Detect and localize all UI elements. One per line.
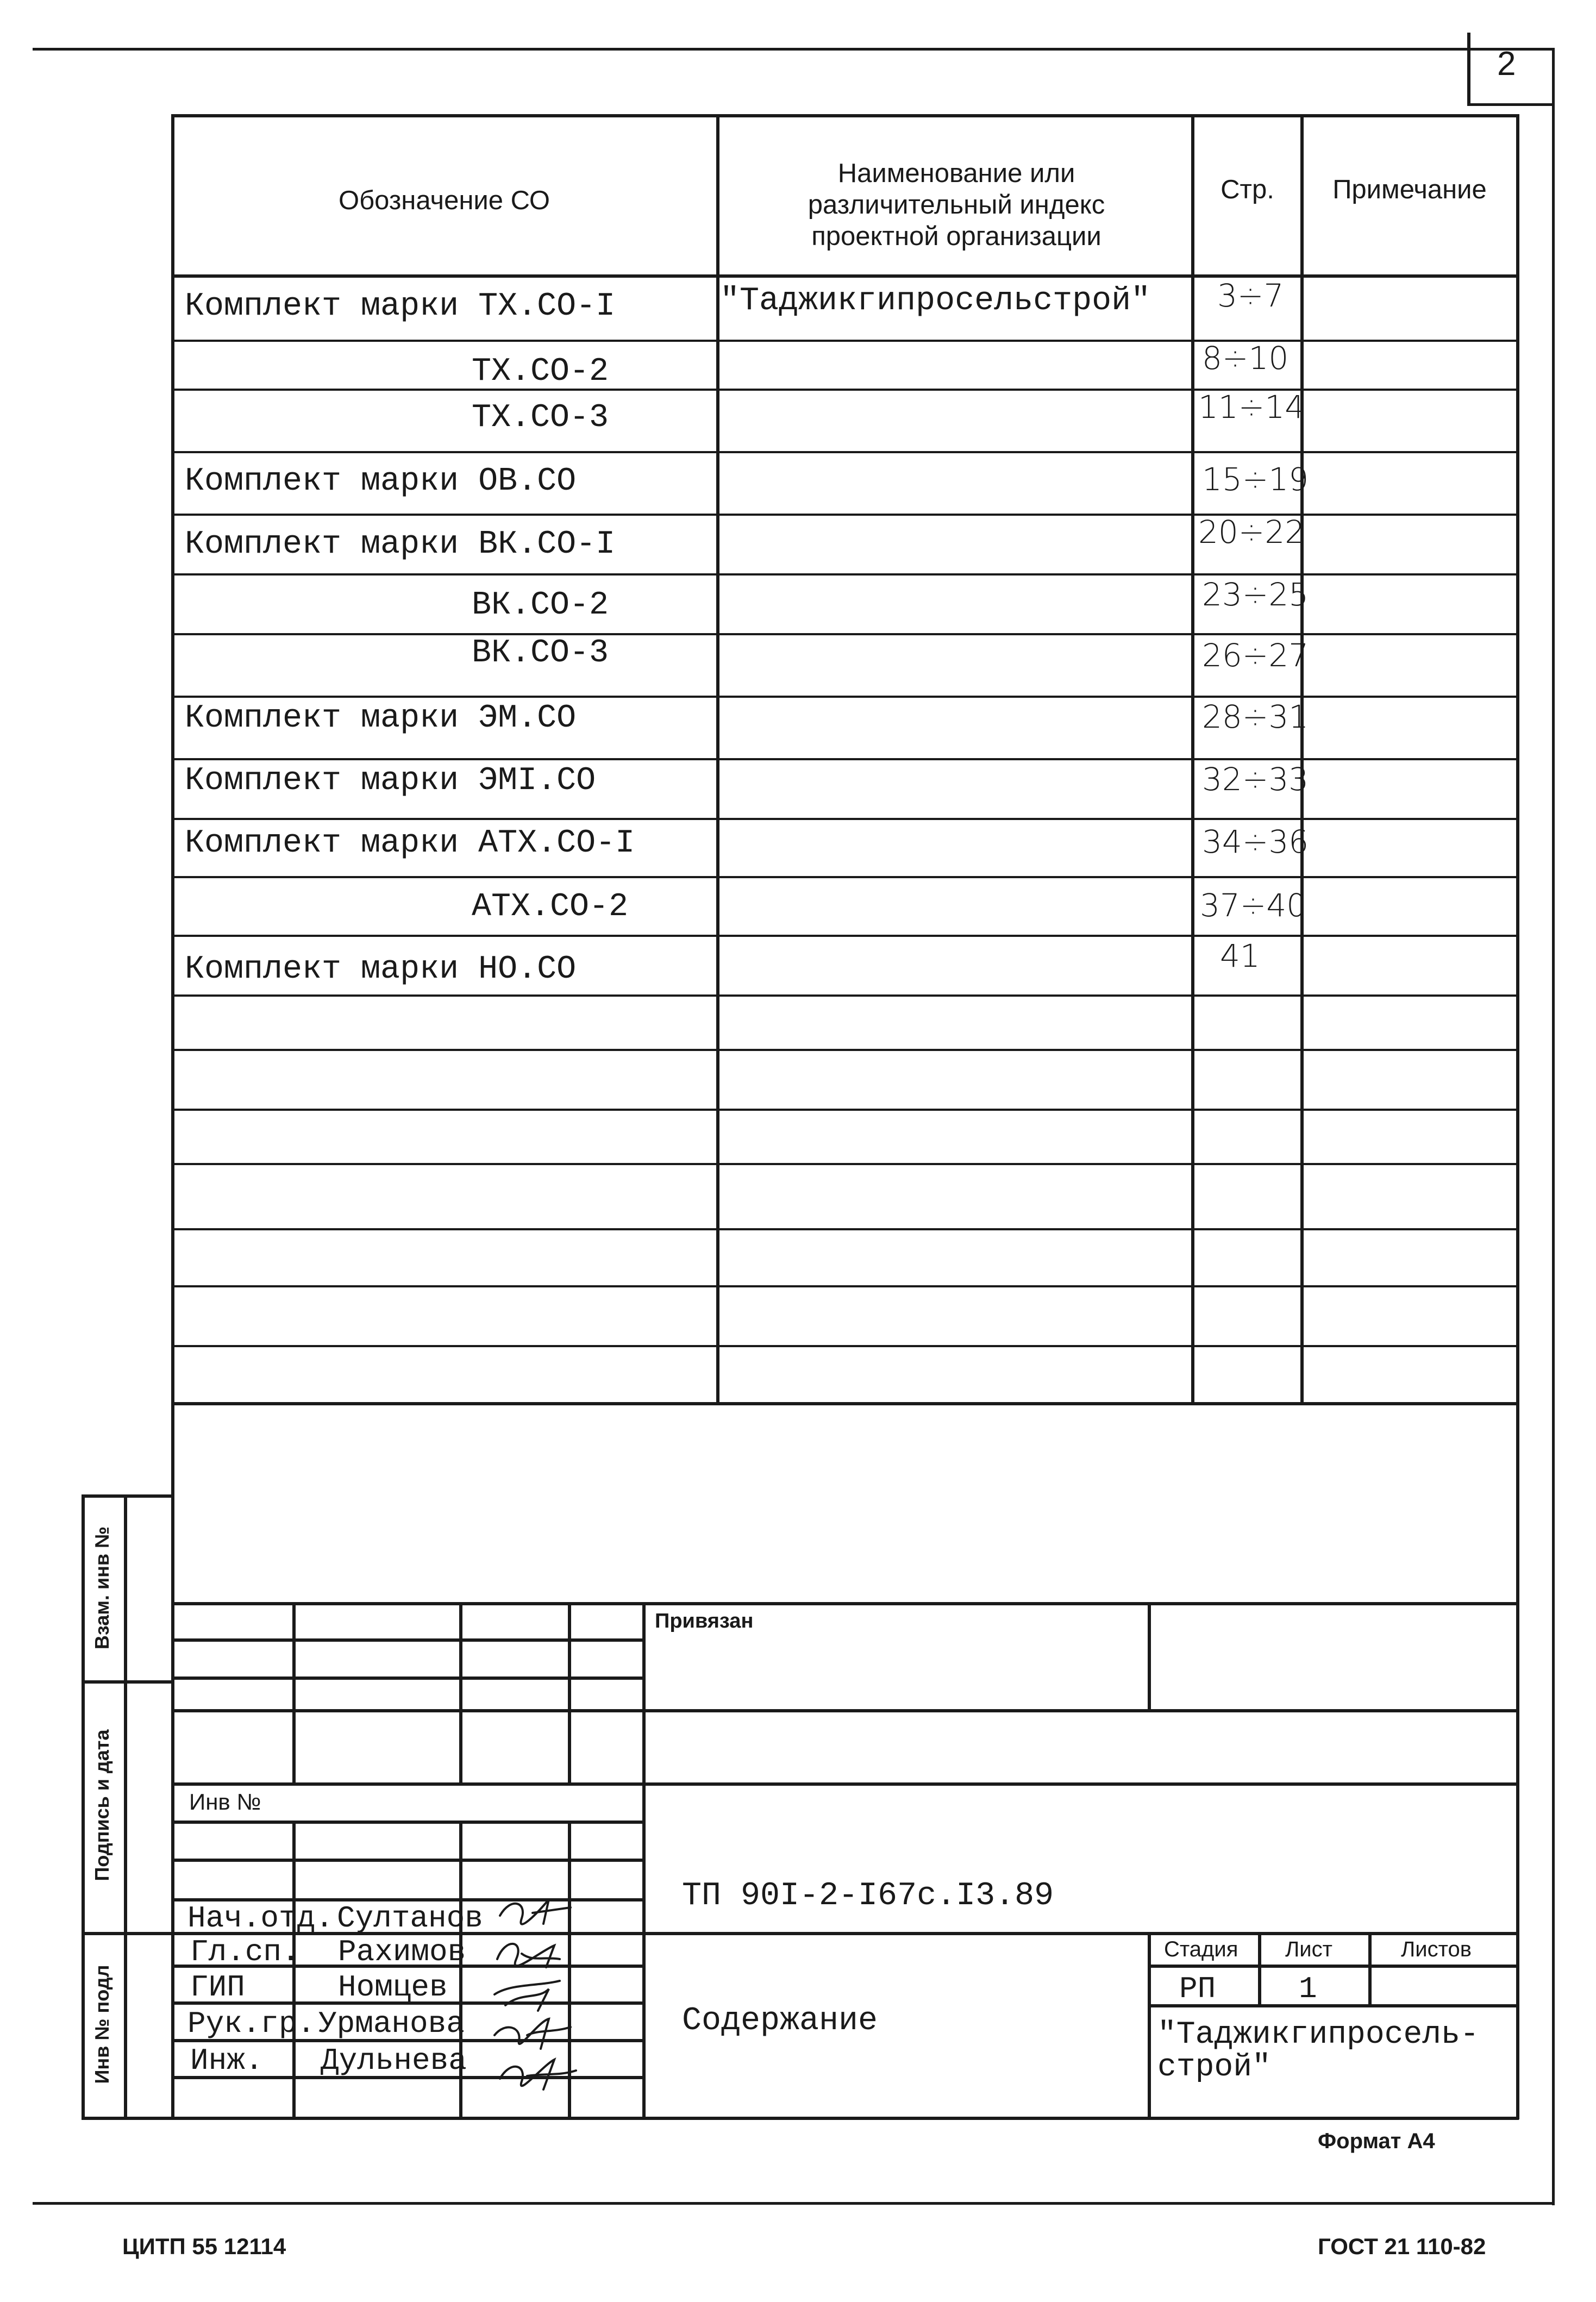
header-designation: Обозначение СО: [338, 186, 550, 215]
table-row-line: [171, 1049, 1519, 1051]
sheet-value: 1: [1299, 1972, 1317, 2006]
side-label-inv-original: Инв № подл: [91, 1965, 113, 2084]
staff-name: Дульнева: [321, 2043, 467, 2078]
header-name: Наименование или различительный индекс проектной организации: [808, 159, 1105, 251]
staff-name: Урманова: [318, 2006, 465, 2041]
table-row-line: [171, 1163, 1519, 1165]
table-row-line: [171, 1228, 1519, 1230]
row-designation: ВК.СО-3: [472, 635, 609, 672]
bound-label: Привязан: [655, 1610, 754, 1632]
inv-no-label: Инв №: [189, 1789, 261, 1815]
row-page: 34÷36: [1202, 823, 1309, 860]
sheet-label: Лист: [1285, 1937, 1332, 1961]
row-page: 23÷25: [1202, 576, 1309, 613]
footer-right-standard: ГОСТ 21 110-82: [1318, 2234, 1486, 2259]
row-designation: ВК.СО-2: [472, 587, 609, 624]
table-row-line: [171, 514, 1519, 516]
row-designation: ТХ.СО-2: [472, 353, 609, 390]
table-row-line: [171, 1285, 1519, 1287]
header-page: Стр.: [1221, 175, 1274, 204]
row-page: 11÷14: [1198, 389, 1305, 426]
row-designation: Комплект марки НО.СО: [185, 951, 577, 988]
row-designation: ТХ.СО-3: [472, 399, 609, 436]
table-row-line: [171, 994, 1519, 997]
header-note: Примечание: [1332, 175, 1487, 204]
row-page: 3÷7: [1217, 277, 1284, 314]
table-row-line: [171, 340, 1519, 342]
row-page: 41: [1220, 937, 1260, 974]
row-designation: Комплект марки ОВ.СО: [185, 463, 577, 500]
row-page: 37÷40: [1200, 887, 1307, 924]
stage-label: Стадия: [1164, 1937, 1238, 1961]
table-row-line: [171, 758, 1519, 760]
signature-scribbles: [489, 1891, 609, 2109]
row-page: 20÷22: [1198, 514, 1305, 551]
document-code: ТП 90I-2-I67с.I3.89: [682, 1878, 1054, 1915]
table-row-line: [171, 935, 1519, 937]
side-label-signature-date: Подпись и дата: [91, 1729, 113, 1881]
table-row-line: [171, 696, 1519, 698]
staff-role: Гл.сп.: [190, 1935, 300, 1969]
row-designation: АТХ.СО-2: [472, 889, 629, 925]
side-label-replacement-inv: Взам. инв №: [91, 1526, 113, 1650]
row-page: 8÷10: [1202, 340, 1289, 377]
row-page: 26÷27: [1202, 637, 1309, 674]
footer-left-code: ЦИТП 55 12114: [122, 2234, 286, 2259]
row-designation: Комплект марки ЭМI.СО: [185, 762, 596, 799]
staff-name: Рахимов: [338, 1935, 466, 1969]
row-page: 28÷31: [1202, 698, 1309, 735]
table-row-line: [171, 818, 1519, 820]
table-row-line: [171, 389, 1519, 391]
row-designation: Комплект марки ТХ.СО-I: [185, 288, 616, 325]
staff-name: Номцев: [338, 1970, 448, 2005]
table-row-line: [171, 1345, 1519, 1347]
staff-role: ГИП: [190, 1970, 245, 2005]
staff-role: Рук.гр.: [187, 2006, 316, 2041]
staff-role: Инж.: [190, 2043, 264, 2078]
row-designation: Комплект марки ВК.СО-I: [185, 526, 616, 563]
table-row-line: [171, 633, 1519, 635]
stage-value: РП: [1179, 1972, 1216, 2006]
row-name: "Таджикгипросельстрой": [720, 283, 1151, 320]
table-row-line: [171, 573, 1519, 576]
row-page: 32÷33: [1202, 761, 1309, 798]
sheet-number: 2: [1497, 45, 1516, 83]
format-label: Формат А4: [1318, 2129, 1435, 2153]
organization-name-line2: строй": [1157, 2050, 1271, 2085]
row-designation: Комплект марки ЭМ.СО: [185, 700, 577, 737]
staff-name: Султанов: [337, 1901, 483, 1936]
sheets-label: Листов: [1401, 1937, 1472, 1961]
table-row-line: [171, 1109, 1519, 1111]
table-row-line: [171, 451, 1519, 453]
staff-role: Нач.отд.: [187, 1901, 334, 1936]
table-row-line: [171, 876, 1519, 878]
row-designation: Комплект марки АТХ.СО-I: [185, 825, 635, 862]
organization-name-line1: "Таджикгипросель-: [1157, 2017, 1479, 2053]
document-title: Содержание: [682, 2003, 878, 2040]
row-page: 15÷19: [1202, 461, 1309, 498]
